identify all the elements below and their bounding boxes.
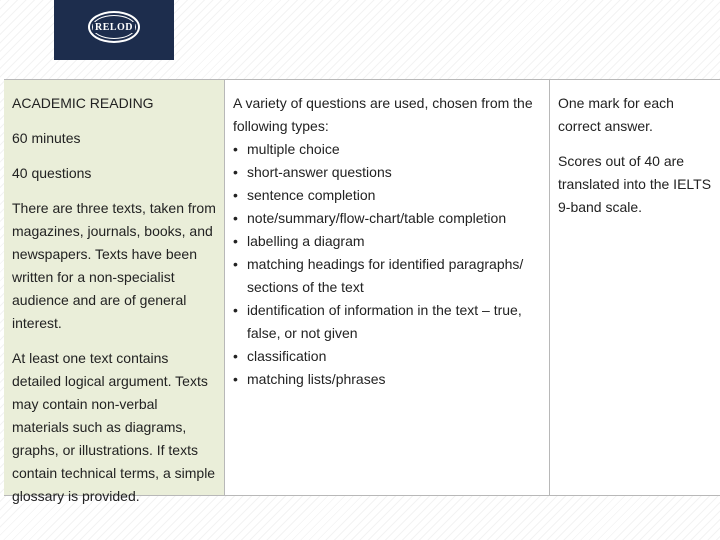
- texts-description: There are three texts, taken from magazines, journals, books, and newspapers. Texts have been written for a non-specialist audience and are of general interest.: [12, 200, 216, 331]
- question-types-intro: A variety of questions are used, chosen from the following types:: [233, 95, 533, 134]
- list-item: • identification of information in the text – true, false, or not given: [233, 299, 543, 345]
- argument-description: At least one text contains detailed logical argument. Texts may contain non-verbal materials such as diagrams, graphs, or illustrations. If texts contain technical terms, a simple glossary is provided.: [12, 350, 216, 504]
- list-item: • matching headings for identified paragraphs/ sections of the text: [233, 253, 543, 299]
- list-item: • classification: [233, 345, 543, 368]
- list-item: • multiple choice: [233, 138, 543, 161]
- scoring-column: [550, 80, 720, 495]
- test-format-column: [4, 80, 225, 504]
- relod-logo: [54, 0, 174, 60]
- logo-text: RELOD: [94, 21, 134, 33]
- scores-text: Scores out of 40 are translated into the IELTS 9-band scale.: [558, 153, 712, 215]
- section-heading: ACADEMIC READING: [12, 95, 154, 111]
- list-item: • sentence completion: [233, 184, 543, 207]
- logo-emblem: [88, 11, 140, 43]
- questions-count-text: 40 questions: [12, 165, 92, 181]
- list-item: • note/summary/flow-chart/table completion: [233, 207, 543, 230]
- reading-test-table: [4, 79, 720, 504]
- list-item: • matching lists/phrases: [233, 368, 543, 391]
- question-types-list: [233, 138, 543, 391]
- question-types-column: [225, 80, 550, 495]
- list-item: • short-answer questions: [233, 161, 543, 184]
- duration-text: 60 minutes: [12, 130, 81, 146]
- list-item: • labelling a diagram: [233, 230, 543, 253]
- marks-text: One mark for each correct answer.: [558, 95, 674, 134]
